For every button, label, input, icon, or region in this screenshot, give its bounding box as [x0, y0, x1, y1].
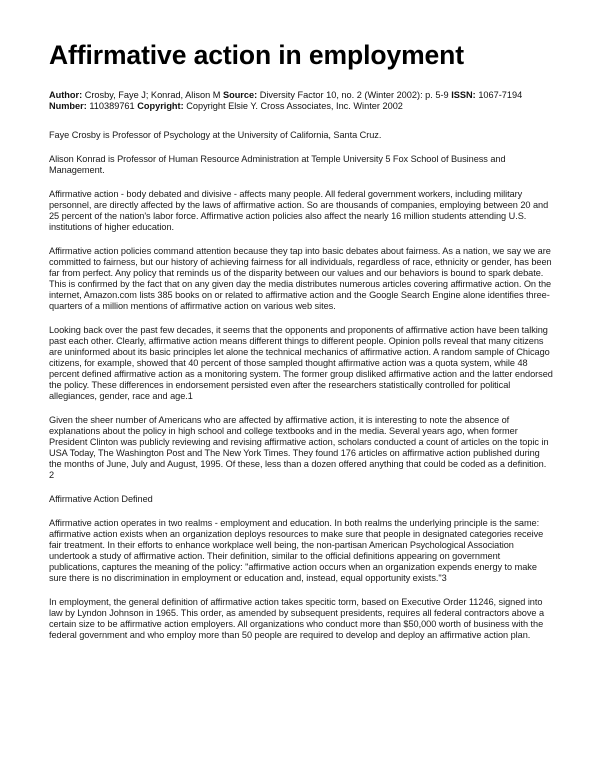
body-paragraph: Affirmative action operates in two realms - employment and education. In both realms the underlying principle is the same: affirmative action exists when an organization deploys resources to make sure that people in designated categories receive fair treatment. In their efforts to enhance workplace well being, the non-partisan American Psychological Association undertook a study of affirmative action. Their definition, similar to the official definitions appearing on government publications, captures the meaning of the policy: "affirmative action occurs when an organization expends energy to make sure there is no discrimination in employment or education and, instead, equal opportunity exists."3	[49, 518, 544, 583]
body-paragraph: Affirmative action policies command attention because they tap into basic debates about fairness. As a nation, we say we are committed to fairness, but our history of achieving fairness for all individuals, regardless of race, ethnicity or gender, has been far from perfect. Any policy that reminds us of the disparity between our values and our behaviors is bound to spark debate. This is confirmed by the fact that on any given day the media distributes numerous articles covering affirmative action. On the internet, Amazon.com lists 385 books on or related to affirmative action and the Google Search Engine alone identifies three-quarters of a million mentions of affirmative action on various web sites.	[49, 246, 552, 311]
body-paragraph: Given the sheer number of Americans who are affected by affirmative action, it is interesting to note the absence of explanations about the policy in high school and college textbooks and in the media. Several years ago, when former President Clinton was publicly reviewing and revising affirmative action, scholars conducted a count of articles on the topic in USA Today, The Washington Post and The New York Times. They found 176 articles on affirmative action published during the months of June, July and August, 1995. Of these, less than a dozen offered anything that could be coded as a definition. 2	[49, 415, 549, 480]
copyright-label: Copyright:	[137, 101, 184, 111]
source-value: Diversity Factor 10, no. 2 (Winter 2002): p. 5-9	[259, 90, 449, 100]
body-paragraph: Affirmative action - body debated and divisive - affects many people. All federal government workers, including military personnel, are directly affected by the laws of affirmative action. So are thousands of companies, employing between 20 and 25 percent of the nation's labor force. Affirmative action policies also affect the nearly 16 million students attending U.S. institutions of higher education.	[49, 189, 549, 232]
body-paragraph: Looking back over the past few decades, it seems that the opponents and proponents of affirmative action have been talking past each other. Clearly, affirmative action means different things to different people. Opinion polls reveal that many citizens are uninformed about its basic principles let alone the technical mechanics of affirmative action. A random sample of Chicago citizens, for example, showed that 40 percent of those sampled thought affirmative action was a quota system, while 48 percent defined affirmative action as a monitoring system. The former group disliked affirmative action and the latter endorsed the policy. These differences in endorsement persisted even after the researchers statistically controlled for political allegiances, gender, race and age.1	[49, 325, 553, 401]
author-label: Author:	[49, 90, 83, 100]
issn-label: ISSN:	[451, 90, 476, 100]
article-title: Affirmative action in employment	[49, 40, 464, 70]
article-metadata	[49, 90, 553, 112]
author-bio-konrad: Alison Konrad is Professor of Human Resource Administration at Temple University 5 Fox School of Business and Management.	[49, 154, 506, 175]
author-value: Crosby, Faye J; Konrad, Alison M	[84, 90, 221, 100]
article-page	[49, 40, 553, 654]
author-bio-crosby: Faye Crosby is Professor of Psychology at the University of California, Santa Cruz.	[49, 130, 382, 140]
section-heading: Affirmative Action Defined	[49, 494, 153, 504]
number-label: Number:	[49, 101, 87, 111]
source-label: Source:	[222, 90, 258, 100]
issn-value: 1067-7194	[478, 90, 523, 100]
copyright-value: Copyright Elsie Y. Cross Associates, Inc. Winter 2002	[186, 101, 403, 111]
body-paragraph: In employment, the general definition of affirmative action takes specitic torm, based on Executive Order 11246, signed into law by Lyndon Johnson in 1965. This order, as amended by subsequent presidents, requires all federal contractors above a certain size to be affirmative action employers. All organizations who conduct more than $50,000 worth of business with the federal government and who employ more than 50 people are required to develop and deploy an affirmative action plan.	[49, 597, 545, 640]
article-body	[49, 130, 553, 641]
number-value: 110389761	[89, 101, 135, 111]
